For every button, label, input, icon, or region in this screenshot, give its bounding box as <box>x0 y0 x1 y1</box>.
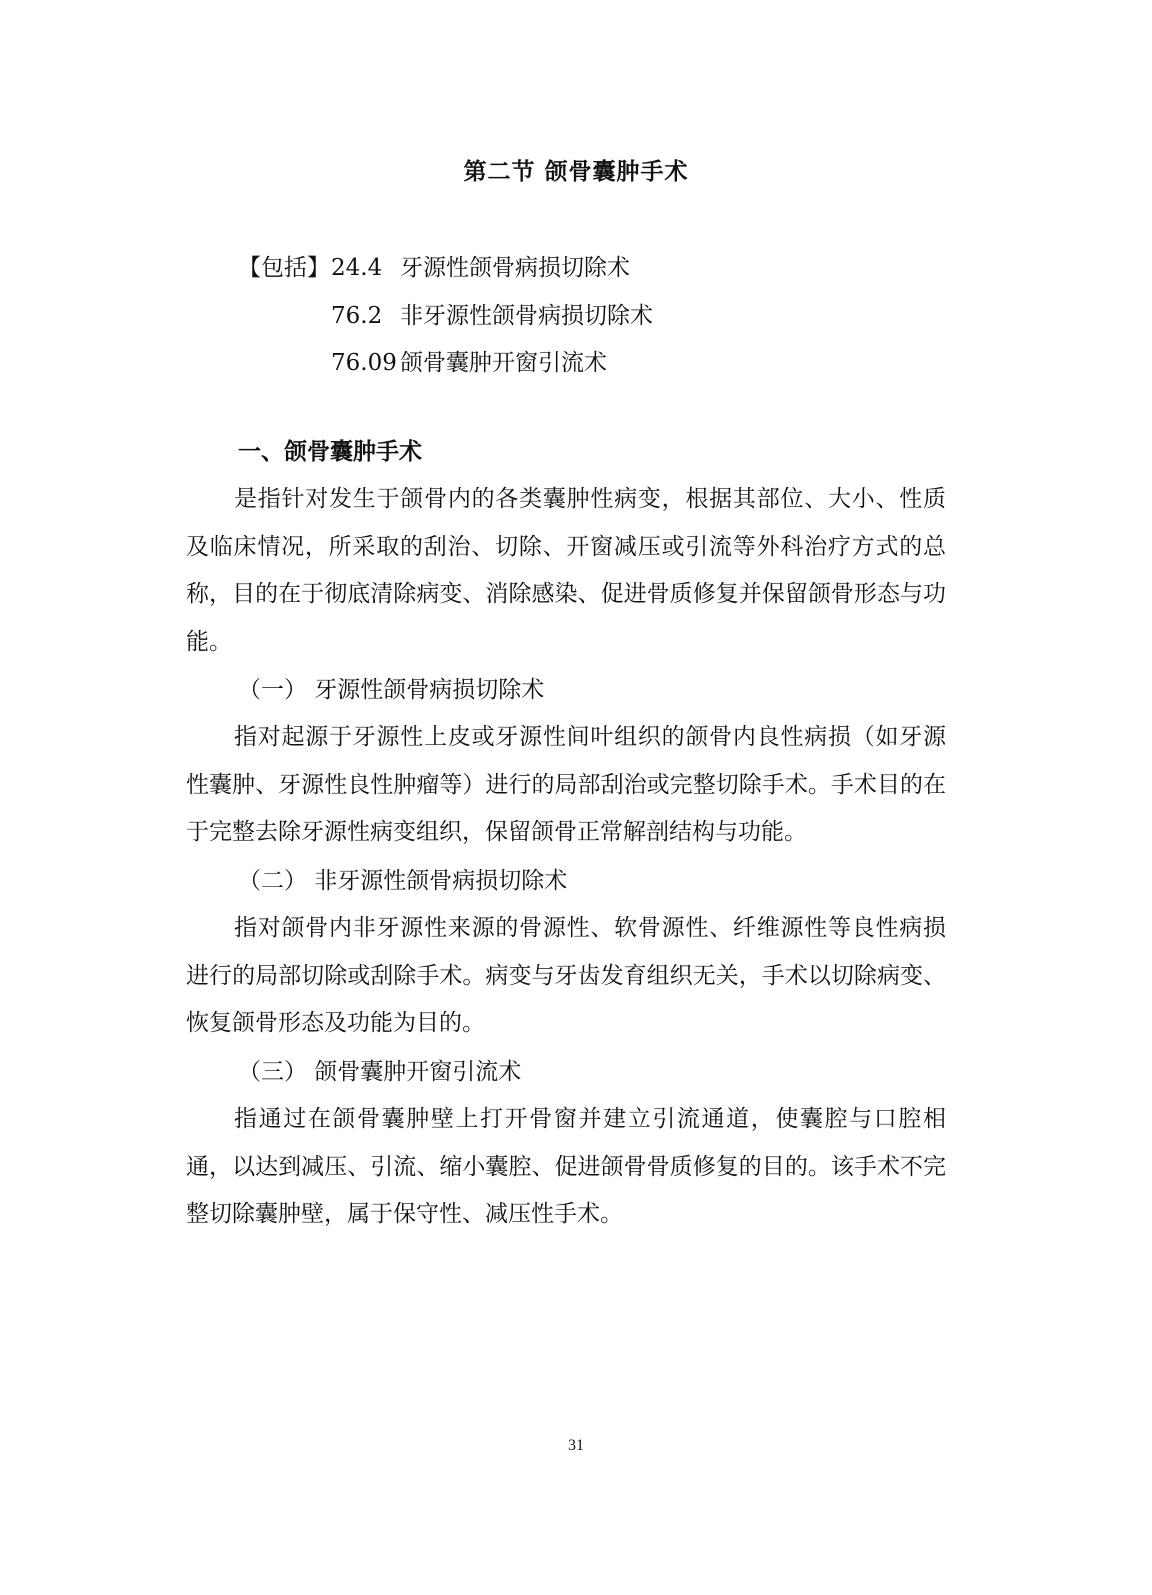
procedure-code: 76.09 <box>331 350 397 376</box>
procedure-name: 非牙源性颌骨病损切除术 <box>400 303 653 329</box>
procedure-name: 颌骨囊肿开窗引流术 <box>400 350 607 376</box>
page-title: 第二节 颌骨囊肿手术 <box>463 159 689 185</box>
includes-row <box>238 296 738 336</box>
procedure-code: 24.4 <box>331 255 383 281</box>
subsection-paragraph: 指通过在颌骨囊肿壁上打开骨窗并建立引流通道，使囊腔与口腔相通，以达到减压、引流、缩小囊腔、促进颌骨骨质修复的目的。该手术不完整切除囊肿壁，属于保守性、减压性手术。 <box>186 1106 946 1227</box>
subsection-paragraph: 指对颌骨内非牙源性来源的骨源性、软骨源性、纤维源性等良性病损进行的局部切除或刮除手术。病变与牙齿发育组织无关，手术以切除病变、恢复颌骨形态及功能为目的。 <box>186 915 946 1036</box>
section-heading: 一、颌骨囊肿手术 <box>238 439 422 465</box>
subsection-paragraph: 指对起源于牙源性上皮或牙源性间叶组织的颌骨内良性病损（如牙源性囊肿、牙源性良性肿瘤等）进行的局部刮治或完整切除手术。手术目的在于完整去除牙源性病变组织，保留颌骨正常解剖结构与功能。 <box>186 724 946 845</box>
includes-row <box>238 248 738 288</box>
procedure-code: 76.2 <box>331 303 383 329</box>
page-number: 31 <box>568 1437 584 1454</box>
subsection-heading: （三） 颌骨囊肿开窗引流术 <box>238 1059 522 1085</box>
subsection-heading: （二） 非牙源性颌骨病损切除术 <box>238 868 568 894</box>
includes-row <box>238 343 738 383</box>
includes-label: 【包括】 <box>238 255 330 281</box>
section-intro-paragraph: 是指针对发生于颌骨内的各类囊肿性病变，根据其部位、大小、性质及临床情况，所采取的刮治、切除、开窗减压或引流等外科治疗方式的总称，目的在于彻底清除病变、消除感染、促进骨质修复并保留颌骨形态与功能。 <box>186 486 946 655</box>
subsection-heading: （一） 牙源性颌骨病损切除术 <box>238 677 545 703</box>
procedure-name: 牙源性颌骨病损切除术 <box>400 255 630 281</box>
